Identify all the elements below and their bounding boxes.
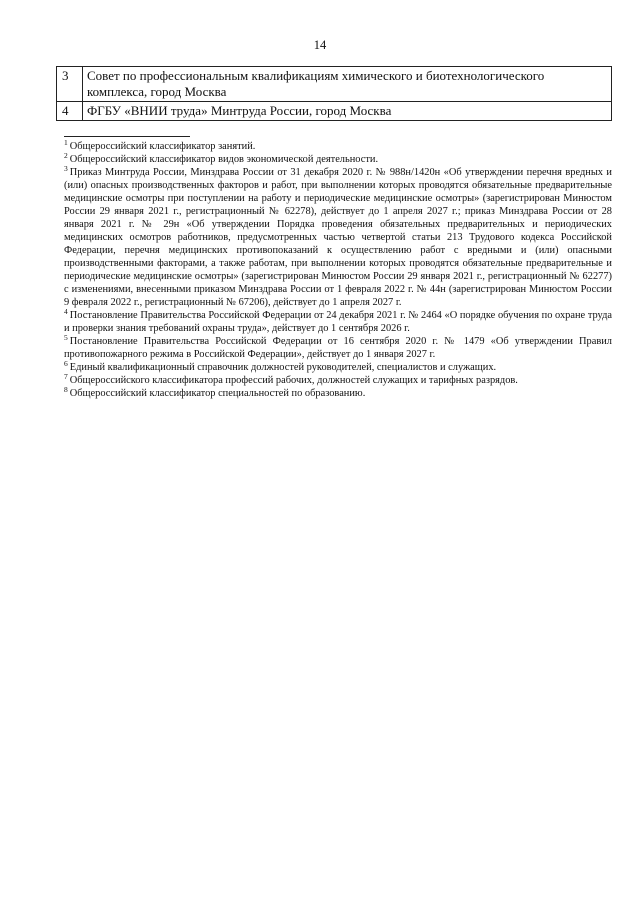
footnote-mark: 3 [64,163,68,173]
footnote-text: Общероссийский классификатор специальностей по образованию. [69,388,366,399]
footnote-mark: 8 [64,384,68,394]
footnote-mark: 1 [64,137,68,147]
footnote-separator [64,136,190,137]
footnote-mark: 5 [64,332,68,342]
organization-name: ФГБУ «ВНИИ труда» Минтруда России, город Москва [83,102,612,121]
footnote [64,384,612,400]
footnote-text: Единый квалификационный справочник должностей руководителей, специалистов и служащих. [69,362,497,373]
footnote-mark: 6 [64,358,68,368]
footnote [64,371,612,387]
footnote [64,137,612,153]
footnote [64,306,612,335]
table-row [57,67,612,102]
table-row [57,102,612,121]
footnote-text: Общероссийский классификатор видов экономической деятельности. [69,154,379,165]
footnote-mark: 7 [64,371,68,381]
footnotes [64,137,612,400]
footnote [64,150,612,166]
footnote-text: Общероссийского классификатора профессий рабочих, должностей служащих и тарифных разрядов. [69,375,518,386]
page-number: 14 [313,38,327,52]
organizations-table [56,66,612,121]
footnote-mark: 4 [64,306,68,316]
footnote-mark: 2 [64,150,68,160]
footnote [64,332,612,361]
footnote [64,358,612,374]
row-number: 4 [57,102,83,121]
footnote-text: Постановление Правительства Российской Федерации от 24 декабря 2021 г. № 2464 «О порядке обучения по охране труда и проверки знания требований охраны труда», действует до 1 сентября 2026 г. [64,310,612,334]
footnote-text: Приказ Минтруда России, Минздрава России от 31 декабря 2020 г. № 988н/1420н «Об утверждении перечня вредных и (или) опасных производственных факторов и работ, при выполнении которых проводятся обязательные предварительные медицинские осмотры при поступлении на работу и периодические медицинские осмотры» (зарегистрирован Минюстом России 29 января 2021 г., регистрационный № 62278), действует до 1 апреля 2027 г.; приказ Минздрава России от 28 января 2021 г. № 29н «Об утверждении Порядка проведения обязательных предварительных и периодических медицинских осмотров работников, предусмотренных частью четвертой статьи 213 Трудового кодекса Российской Федерации, перечня медицинских противопоказаний к осуществлению работ с вредными и (или) опасными производственными факторами, а также работам, при выполнении которых проводятся обязательные предварительные и периодические медицинские осмотры» (зарегистрирован Минюстом России 29 января 2021 г., регистрационный № 62277) с изменениями, внесенными приказом Минздрава России от 1 февраля 2022 г. № 44н (зарегистрирован Минюстом России 9 февраля 2022 г., регистрационный № 67206), действует до 1 апреля 2027 г. [64,167,612,308]
footnote [64,163,612,309]
footnote-text: Постановление Правительства Российской Федерации от 16 сентября 2020 г. № 1479 «Об утверждении Правил противопожарного режима в Российской Федерации», действует до 1 января 2027 г. [64,336,612,360]
organization-name: Совет по профессиональным квалификациям химического и биотехнологического комплекса, город Москва [83,67,612,102]
row-number: 3 [57,67,83,102]
footnote-text: Общероссийский классификатор занятий. [69,141,256,152]
